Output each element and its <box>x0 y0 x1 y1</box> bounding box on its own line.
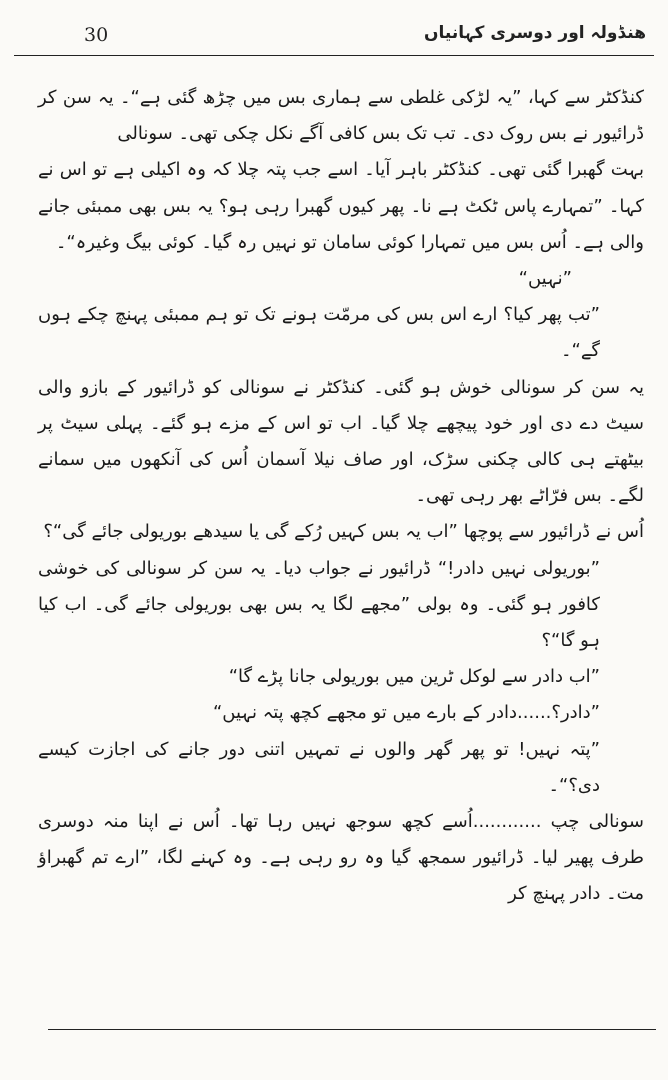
paragraph: یہ سن کر سونالی خوش ہو گئی۔ کنڈکٹر نے سونالی کو ڈرائیور کے بازو والی سیٹ دے دی اور خود پیچھے چلا گیا۔ اب تو اس کے مزے ہو گئے۔ پہلی سیٹ پر بیٹھتے ہی کالی چکنی سڑک، اور صاف نیلا آسمان اُس کی آنکھوں میں سمانے لگے۔ بس فرّاٹے بھر رہی تھی۔ <box>38 376 644 507</box>
paragraph: ”بوریولی نہیں دادر!“ ڈرائیور نے جواب دیا۔ یہ سن کر سونالی کی خوشی کافور ہو گئی۔ وہ بولی ”مجھے لگا یہ بس بھی بوریولی جائے گی۔ اب کیا ہو گا“؟ <box>38 557 600 652</box>
paragraph: ”پتہ نہیں! تو پھر گھر والوں نے تمہیں اتنی دور جانے کی اجازت کیسے دی؟“۔ <box>38 738 600 796</box>
story-text <box>38 80 644 913</box>
running-title: ھنڈولہ اور دوسری کہانیاں <box>423 23 646 43</box>
paragraph: ”نہیں“ <box>518 268 572 290</box>
paragraph: ”دادر؟......دادر کے بارے میں تو مجھے کچھ پتہ نہیں“ <box>212 702 600 724</box>
paragraph: بہت گھبرا گئی تھی۔ کنڈکٹر باہر آیا۔ اسے جب پتہ چلا کہ وہ اکیلی ہے تو اس نے کہا۔ ”تمہارے پاس ٹکٹ ہے نا۔ پھر کیوں گھبرا رہی ہو؟ یہ بس بھی ممبئی جانے والی ہے۔ اُس بس میں تمہارا کوئی سامان تو نہیں رہ گیا۔ کوئی بیگ وغیرہ“۔ <box>38 159 644 253</box>
page-header <box>14 22 654 52</box>
paragraph: کنڈکٹر سے کہا، ”یہ لڑکی غلطی سے ہماری بس میں چڑھ گئی ہے“۔ یہ سن کر ڈرائیور نے بس روک دی۔ تب تک بس کافی آگے نکل چکی تھی۔ سونالی <box>38 87 644 145</box>
paragraph: ”تب پھر کیا؟ ارے اس بس کی مرمّت ہونے تک تو ہم ممبئی پہنچ چکے ہوں گے“۔ <box>38 304 600 362</box>
paragraph: اُس نے ڈرائیور سے پوچھا ”اب یہ بس کہیں رُکے گی یا سیدھے بوریولی جائے گی“؟ <box>43 521 644 543</box>
paragraph: ”اب دادر سے لوکل ٹرین میں بوریولی جانا پڑے گا“ <box>228 666 600 688</box>
header-rule <box>14 55 654 56</box>
paragraph: سونالی چپ ............اُسے کچھ سوجھ نہیں رہا تھا۔ اُس نے اپنا منہ دوسری طرف پھیر لیا۔ ڈرائیور سمجھ گیا وہ رو رہی ہے۔ وہ کہنے لگا، ”ارے تم گھبراؤ مت۔ دادر پہنچ کر <box>38 811 644 905</box>
footer-rule <box>48 1029 656 1030</box>
page-number: 30 <box>84 24 109 46</box>
